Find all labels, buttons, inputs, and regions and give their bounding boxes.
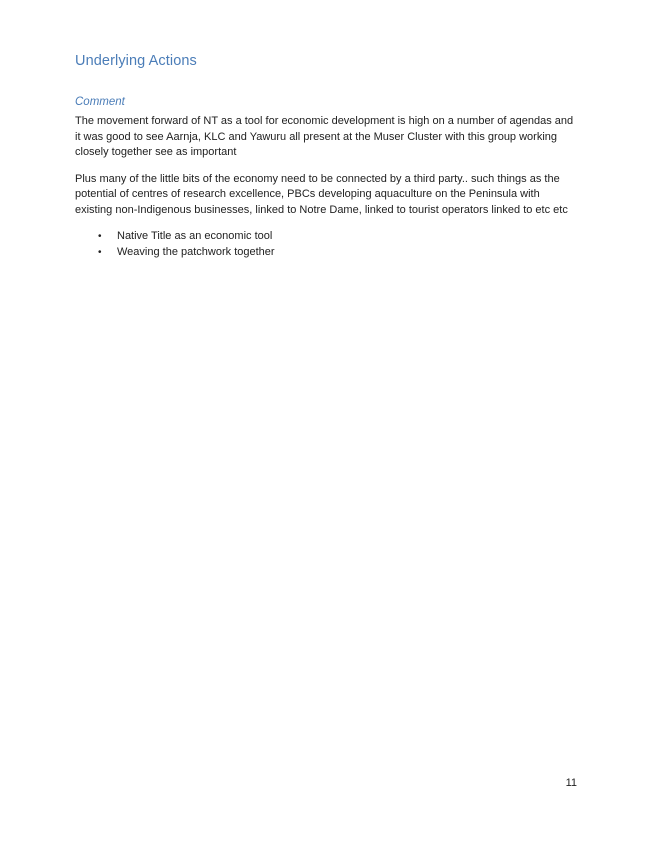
list-item — [98, 229, 578, 245]
bullet-icon: • — [98, 231, 102, 242]
paragraph-movement-forward: The movement forward of NT as a tool for economic development is high on a number of agendas and it was good to see Aarnja, KLC and Yawuru all present at the Muser Cluster with this group working closely together see as important — [75, 115, 574, 158]
paragraph-third-party: Plus many of the little bits of the economy need to be connected by a third party.. such things as the potential of centres of research excellence, PBCs developing aquaculture on the Peninsula with existing non-Indigenous businesses, linked to Notre Dame, linked to tourist operators linked to etc etc — [75, 172, 568, 216]
section-heading: Underlying Actions — [75, 53, 197, 69]
bullet-icon: • — [98, 246, 102, 258]
list-item-label: Weaving the patchwork together — [117, 245, 275, 258]
comment-subheading: Comment — [75, 96, 125, 108]
list-item — [98, 245, 578, 261]
bullet-list — [75, 229, 578, 260]
page-number: 11 — [565, 777, 577, 789]
list-item-label: Native Title as an economic tool — [117, 230, 273, 242]
